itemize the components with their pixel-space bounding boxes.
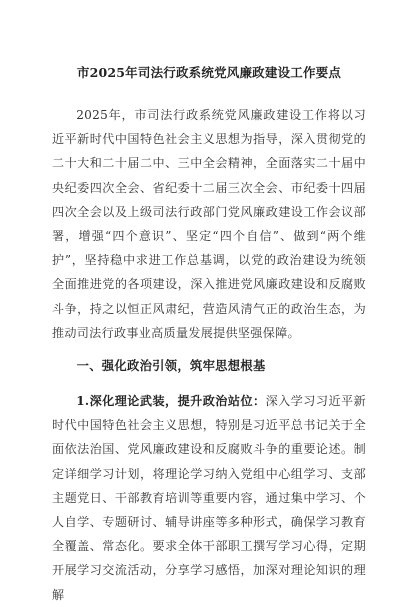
item-lead: 1.深化理论武装，提升政治站位： [76, 394, 266, 409]
intro-paragraph: 2025年，市司法行政系统党风廉政建设工作将以习近平新时代中国特色社会主义思想为指导，深入贯彻党的二十大和二十届二中、三中全会精神，全面落实二十届中央纪委四次全会、省纪委十二届三次全会、市纪委十四届四次全会以及上级司法行政部门党风廉政建设工作会议部署，增强“四个意识”、坚定“四个自信”、做到“两个维护”，坚持稳中求进工作总基调，以党的政治建设为统领全面推进党的各项建设，深入推进党风廉政建设和反腐败斗争，持之以恒正风肃纪，营造风清气正的政治生态，为推动司法行政事业高质量发展提供坚强保障。 [52, 108, 366, 340]
item-paragraph [52, 389, 366, 607]
document-title: 市2025年司法行政系统党风廉政建设工作要点 [76, 65, 342, 80]
item-text: 深入学习习近平新时代中国特色社会主义思想，特别是习近平总书记关于全面依法治国、党风廉政建设和反腐败斗争的重要论述。制定详细学习计划，将理论学习纳入党组中心组学习、支部主题党日、干部教育培训等重要内容，通过集中学习、个人自学、专题研讨、辅导讲座等多种形式，确保学习教育全覆盖、常态化。要求全体干部职工撰写学习心得，定期开展学习交流活动，分享学习感悟，加深对理论知识的理解 [52, 394, 366, 602]
section-heading: 一、强化政治引领，筑牢思想根基 [76, 358, 266, 374]
